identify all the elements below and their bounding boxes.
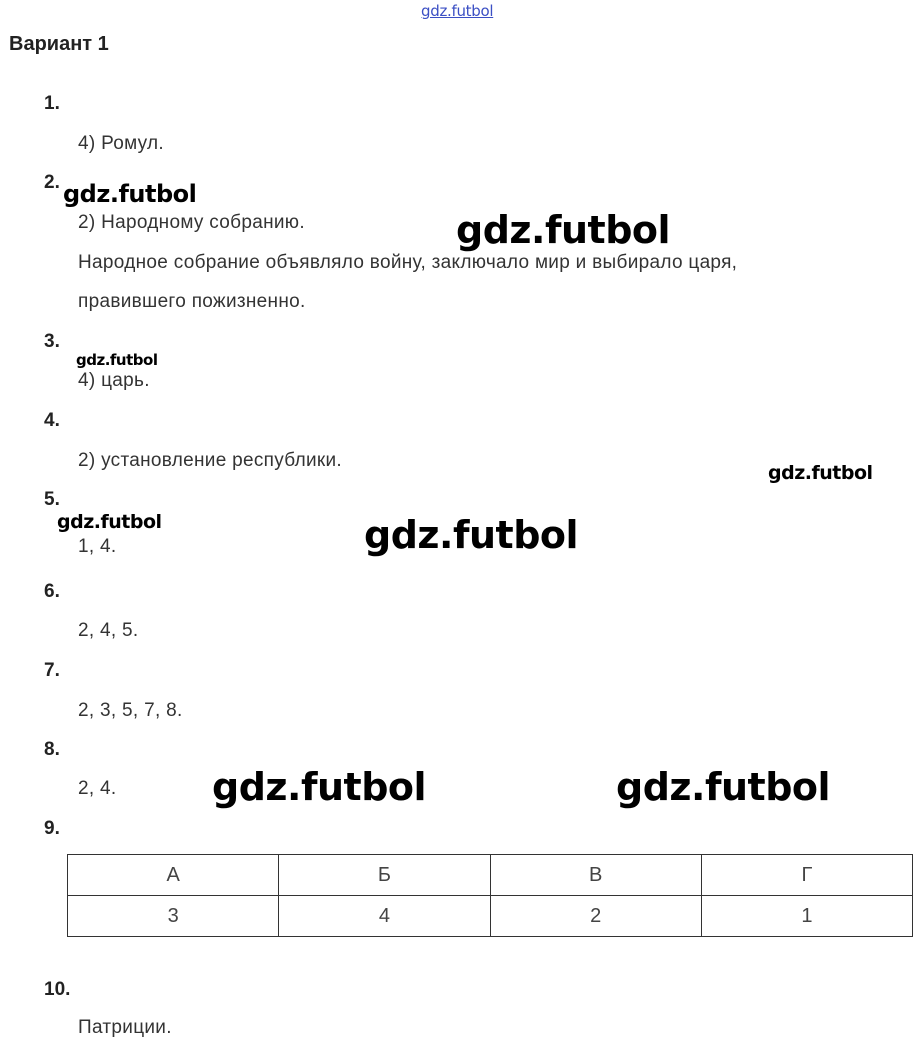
page-title: Вариант 1	[9, 33, 109, 55]
answer-4: 2) установление республики.	[78, 450, 343, 471]
question-number-9: 9.	[44, 818, 60, 839]
table-header-cell: В	[490, 855, 701, 896]
table-cell: 2	[490, 896, 701, 937]
table-cell: 4	[279, 896, 490, 937]
question-number-10: 10.	[44, 979, 71, 1000]
answer-5: 1, 4.	[78, 536, 117, 557]
answer-3: 4) царь.	[78, 370, 150, 391]
watermark: gdz.futbol	[364, 513, 579, 557]
watermark: gdz.futbol	[63, 180, 197, 208]
table-header-cell: Г	[701, 855, 912, 896]
watermark: gdz.futbol	[768, 462, 873, 484]
table-cell: 3	[68, 896, 279, 937]
watermark: gdz.futbol	[616, 765, 831, 809]
question-number-3: 3.	[44, 331, 60, 352]
answer-2-line-1: 2) Народному собранию.	[78, 212, 305, 233]
site-link[interactable]: gdz.futbol	[421, 2, 494, 20]
answer-6: 2, 4, 5.	[78, 620, 139, 641]
question-number-5: 5.	[44, 489, 60, 510]
question-number-7: 7.	[44, 660, 60, 681]
answer-2-line-2: Народное собрание объявляло войну, заключало мир и выбирало царя,	[78, 252, 738, 273]
question-number-1: 1.	[44, 93, 60, 114]
question-number-6: 6.	[44, 581, 60, 602]
watermark: gdz.futbol	[57, 511, 162, 533]
watermark: gdz.futbol	[456, 208, 671, 252]
question-number-2: 2.	[44, 172, 60, 193]
watermark: gdz.futbol	[76, 351, 158, 369]
table-row	[68, 896, 913, 937]
question-number-4: 4.	[44, 410, 60, 431]
table-header-cell: А	[68, 855, 279, 896]
table-cell: 1	[701, 896, 912, 937]
answer-10: Патриции.	[78, 1017, 172, 1038]
matching-table	[67, 854, 913, 937]
question-number-8: 8.	[44, 739, 60, 760]
table-header-row	[68, 855, 913, 896]
answer-1: 4) Ромул.	[78, 133, 165, 154]
answer-8: 2, 4.	[78, 778, 117, 799]
answer-2-line-3: правившего пожизненно.	[78, 291, 306, 312]
table-header-cell: Б	[279, 855, 490, 896]
watermark: gdz.futbol	[212, 765, 427, 809]
answer-7: 2, 3, 5, 7, 8.	[78, 700, 183, 721]
